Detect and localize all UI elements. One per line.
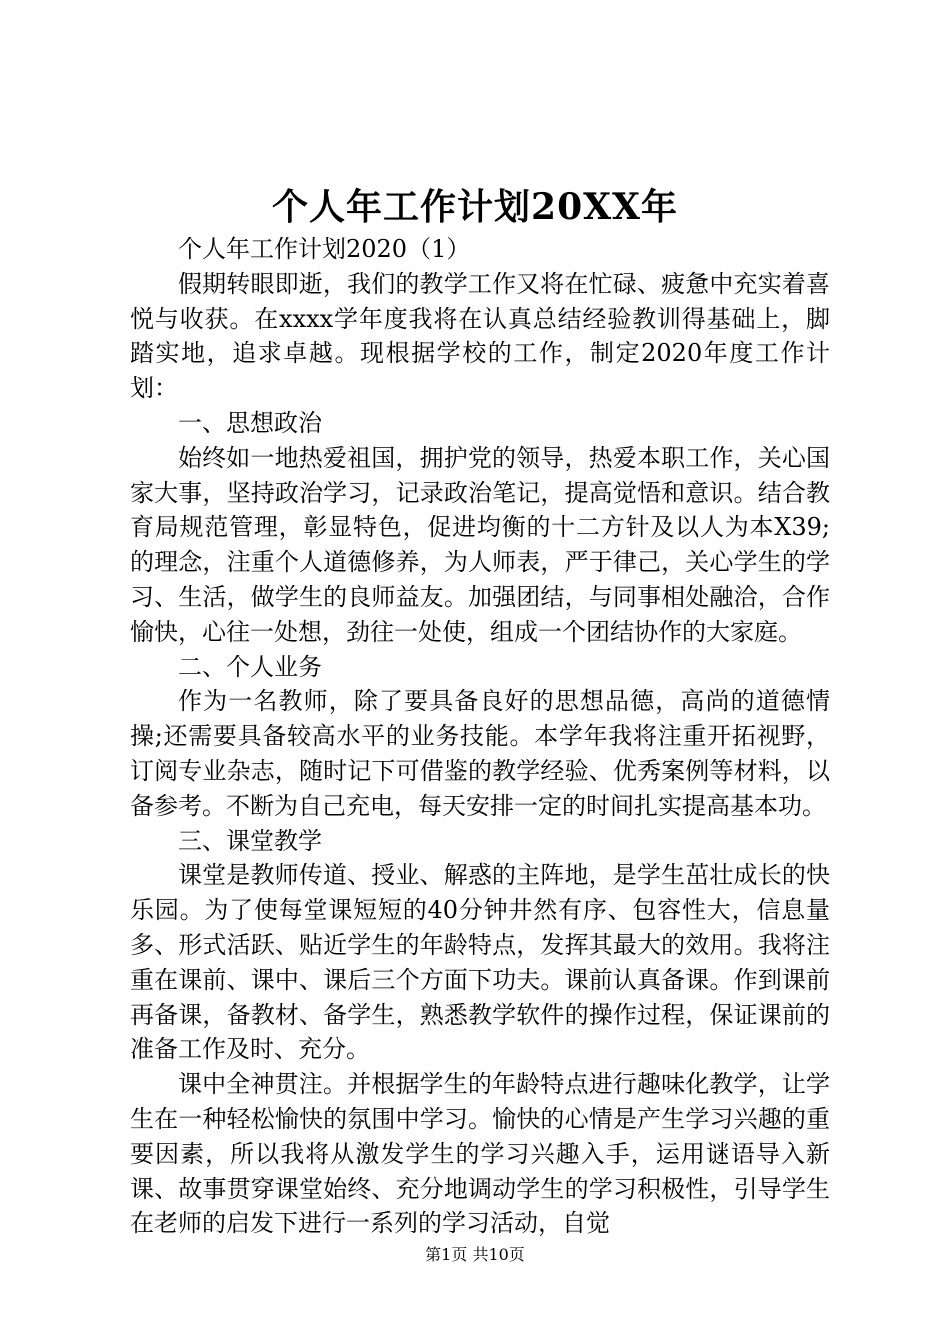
document-title: 个人年工作计划20XX年 [272,186,678,228]
page-footer: 第1页 共10页 [425,1245,525,1264]
section-heading-classroom: 三、课堂教学 [178,826,322,855]
paragraph-heading: 个人年工作计划2020（1） [178,235,471,263]
paragraph-business: 作为一名教师，除了要具备良好的思想品德，高尚的道德情操;还需要具备较高水平的业务技能。本学年我将注重开拓视野，订阅专业杂志，随时记下可借鉴的教学经验、优秀案例等材料，以备参考。不断为自己充电，每天安排一定的时间扎实提高基本功。 [130,687,830,820]
section-heading-business: 二、个人业务 [178,652,322,681]
paragraph-classroom: 课堂是教师传道、授业、解惑的主阵地，是学生茁壮成长的快乐园。为了使每堂课短短的40分钟井然有序、包容性大，信息量多、形式活跃、贴近学生的年龄特点，发挥其最大的效用。我将注重在课前、课中、课后三个方面下功夫。课前认真备课。作到课前再备课，备教材、备学生，熟悉教学软件的操作过程，保证课前的准备工作及时、充分。 [130,861,830,1064]
paragraph-intro: 假期转眼即逝，我们的教学工作又将在忙碌、疲惫中充实着喜悦与收获。在xxxx学年度我将在认真总结经验教训得基础上，脚踏实地，追求卓越。现根据学校的工作，制定2020年度工作计划： [130,269,830,403]
paragraph-classroom-focus: 课中全神贯注。并根据学生的年龄特点进行趣味化教学，让学生在一种轻松愉快的氛围中学习。愉快的心情是产生学习兴趣的重要因素，所以我将从激发学生的学习兴趣入手，运用谜语导入新课、故事贯穿课堂始终、充分地调动学生的学习积极性，引导学生在老师的启发下进行一系列的学习活动，自觉 [130,1070,830,1238]
section-heading-politics: 一、思想政治 [178,408,322,437]
document-body [130,232,830,1241]
paragraph-politics: 始终如一地热爱祖国，拥护党的领导，热爱本职工作，关心国家大事，坚持政治学习，记录政治笔记，提高觉悟和意识。结合教育局规范管理，彰显特色，促进均衡的十二方针及以人为本X39;的理念，注重个人道德修养，为人师表，严于律己，关心学生的学习、生活，做学生的良师益友。加强团结，与同事相处融洽，合作愉快，心往一处想，劲往一处使，组成一个团结协作的大家庭。 [130,443,830,646]
